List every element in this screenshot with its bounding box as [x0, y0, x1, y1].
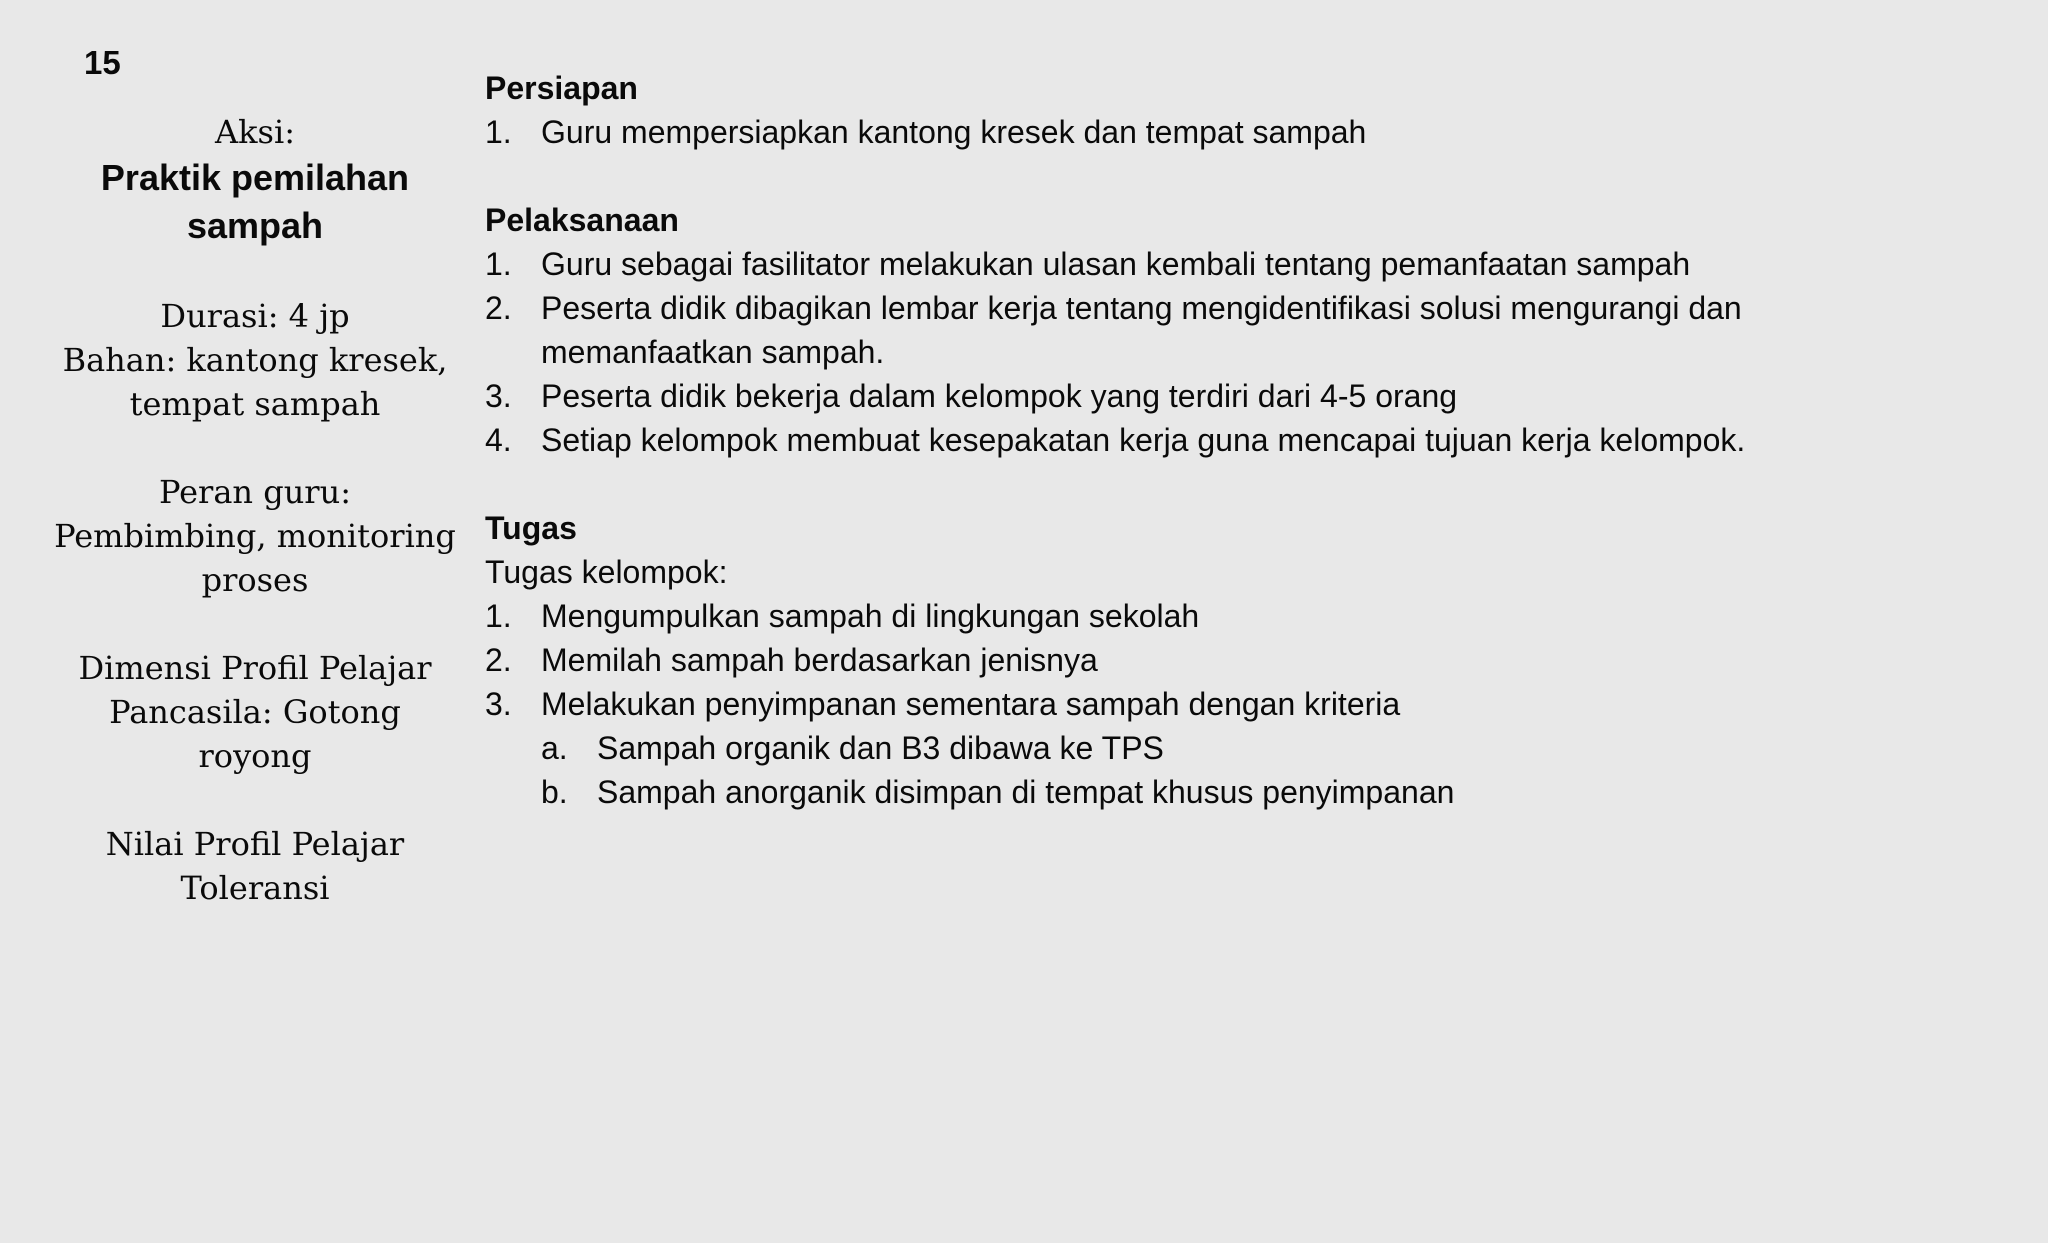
persiapan-section	[485, 66, 1985, 154]
activity-title-line-2: sampah	[186, 205, 324, 246]
persiapan-list	[485, 110, 1985, 154]
pelaksanaan-heading: Pelaksanaan	[485, 202, 679, 238]
aksi-label: Aksi:	[215, 113, 295, 151]
list-item-text: Memilah sampah berdasarkan jenisnya	[541, 642, 1098, 678]
list-item-text: Peserta didik bekerja dalam kelompok yang terdiri dari 4-5 orang	[541, 378, 1458, 414]
tugas-sublist	[541, 726, 1985, 814]
nilai-block	[50, 822, 460, 910]
list-marker: 2.	[485, 290, 512, 326]
sublist-item	[541, 770, 1985, 814]
peran-guru-block	[50, 470, 460, 602]
list-marker: 1.	[485, 246, 512, 282]
list-item-text: Melakukan penyimpanan sementara sampah dengan kriteria	[541, 686, 1401, 722]
list-marker: 2.	[485, 642, 512, 678]
peran-label: Peran guru:	[159, 473, 351, 511]
persiapan-heading: Persiapan	[485, 70, 638, 106]
sublist-item	[541, 726, 1985, 770]
peran-line-2: proses	[201, 561, 309, 599]
tugas-list	[485, 594, 1985, 814]
durasi-text: Durasi: 4 jp	[160, 297, 350, 335]
dimensi-block	[50, 646, 460, 778]
list-marker: 1.	[485, 114, 512, 150]
list-item	[485, 682, 1985, 814]
page-number: 15	[84, 44, 121, 81]
dimensi-line-1: Dimensi Profil Pelajar	[78, 649, 432, 687]
peran-line-1: Pembimbing, monitoring	[54, 517, 456, 555]
durasi-bahan-block	[50, 294, 460, 426]
sublist-marker: b.	[541, 774, 568, 810]
bahan-line-2: tempat sampah	[129, 385, 381, 423]
list-item	[485, 638, 1985, 682]
dimensi-line-2: Pancasila: Gotong royong	[109, 693, 401, 775]
bahan-line-1: Bahan: kantong kresek,	[62, 341, 448, 379]
activity-title	[50, 154, 460, 250]
tugas-intro: Tugas kelompok:	[485, 554, 728, 590]
list-item-text: Mengumpulkan sampah di lingkungan sekolah	[541, 598, 1200, 634]
nilai-line-2: Toleransi	[180, 869, 330, 907]
nilai-line-1: Nilai Profil Pelajar	[105, 825, 405, 863]
tugas-heading: Tugas	[485, 510, 577, 546]
list-item	[485, 242, 1985, 286]
list-item	[485, 286, 1841, 374]
list-item-text: Setiap kelompok membuat kesepakatan kerja guna mencapai tujuan kerja kelompok.	[541, 422, 1746, 458]
pelaksanaan-list	[485, 242, 1985, 462]
pelaksanaan-section	[485, 198, 1985, 462]
list-item-text: Guru sebagai fasilitator melakukan ulasan kembali tentang pemanfaatan sampah	[541, 246, 1691, 282]
activity-summary	[50, 110, 460, 910]
list-marker: 3.	[485, 686, 512, 722]
sublist-item-text: Sampah anorganik disimpan di tempat khusus penyimpanan	[597, 774, 1455, 810]
sublist-item-text: Sampah organik dan B3 dibawa ke TPS	[597, 730, 1164, 766]
sublist-marker: a.	[541, 730, 568, 766]
list-marker: 4.	[485, 422, 512, 458]
list-item-text: Guru mempersiapkan kantong kresek dan tempat sampah	[541, 114, 1367, 150]
activity-title-line-1: Praktik pemilahan	[100, 157, 410, 198]
list-item-text: Peserta didik dibagikan lembar kerja tentang mengidentifikasi solusi mengurangi dan memanfaatkan sampah.	[541, 290, 1742, 370]
list-item	[485, 110, 1985, 154]
tugas-section	[485, 506, 1985, 814]
list-item	[485, 418, 1985, 462]
list-marker: 3.	[485, 378, 512, 414]
list-marker: 1.	[485, 598, 512, 634]
activity-details	[485, 66, 1985, 858]
list-item	[485, 594, 1985, 638]
list-item	[485, 374, 1985, 418]
